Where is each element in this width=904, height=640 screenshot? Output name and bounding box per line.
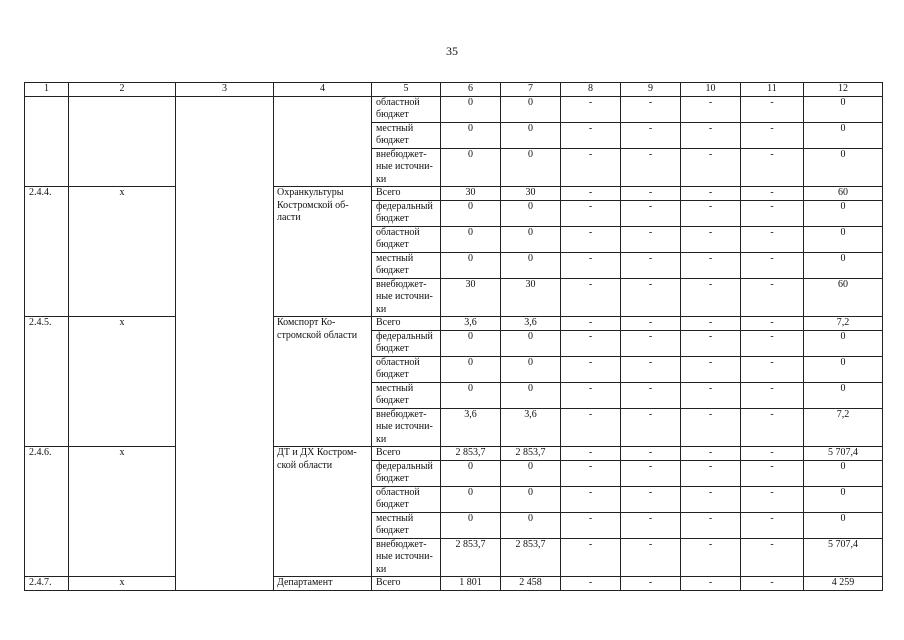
value-cell: 2 853,7: [441, 538, 501, 577]
value-cell: 4 259: [804, 577, 883, 591]
value-cell: -: [561, 317, 621, 331]
value-cell: -: [681, 447, 741, 461]
value-cell: -: [741, 317, 804, 331]
column-header-cell: 8: [561, 83, 621, 97]
value-cell: -: [561, 252, 621, 278]
value-cell: 0: [501, 330, 561, 356]
value-cell: 0: [441, 226, 501, 252]
value-cell: -: [681, 278, 741, 317]
value-cell: 1 801: [441, 577, 501, 591]
value-cell: 5 707,4: [804, 447, 883, 461]
funding-source-text: местный: [376, 512, 414, 524]
value-cell: 0: [441, 96, 501, 122]
value-cell: 0: [804, 330, 883, 356]
table-row: [25, 187, 883, 201]
value-cell: -: [561, 278, 621, 317]
value-cell: -: [621, 408, 681, 447]
value-cell: -: [561, 460, 621, 486]
column-3-cell: [176, 96, 274, 590]
executor-text: ДТ и ДХ Костром-: [277, 447, 357, 458]
funding-source-text: бюджет: [376, 343, 409, 354]
executor-cell: [274, 577, 372, 591]
value-cell: 0: [441, 252, 501, 278]
value-cell: -: [621, 512, 681, 538]
funding-source-text: областной: [376, 356, 420, 368]
value-cell: -: [561, 486, 621, 512]
value-cell: -: [561, 200, 621, 226]
value-cell: 0: [441, 382, 501, 408]
value-cell: -: [741, 447, 804, 461]
column-header-cell: 5: [372, 83, 441, 97]
value-cell: 3,6: [501, 408, 561, 447]
value-cell: 0: [441, 460, 501, 486]
value-cell: 0: [441, 148, 501, 187]
value-cell: -: [741, 382, 804, 408]
value-cell: 2 853,7: [501, 538, 561, 577]
funding-source-text: бюджет: [376, 109, 409, 120]
funding-source-cell: [372, 278, 441, 317]
funding-source-text: местный: [376, 382, 414, 394]
column-header-row: [25, 83, 883, 97]
funding-source-text: внебюджет-: [376, 278, 427, 290]
value-cell: 0: [804, 252, 883, 278]
value-cell: 0: [501, 356, 561, 382]
funding-source-cell: [372, 330, 441, 356]
page-number: 35: [446, 44, 458, 58]
value-cell: 0: [804, 226, 883, 252]
value-cell: -: [621, 187, 681, 201]
funding-source-text: Всего: [376, 577, 401, 588]
value-cell: -: [621, 278, 681, 317]
funding-source-cell: [372, 187, 441, 201]
value-cell: -: [561, 187, 621, 201]
value-cell: -: [741, 460, 804, 486]
value-cell: 0: [501, 96, 561, 122]
executor-text: ской области: [277, 459, 333, 471]
value-cell: 0: [501, 460, 561, 486]
value-cell: -: [621, 96, 681, 122]
value-cell: -: [561, 447, 621, 461]
funding-source-text: федеральный: [376, 330, 433, 342]
value-cell: -: [741, 512, 804, 538]
column-header-cell: 3: [176, 83, 274, 97]
value-cell: 3,6: [441, 317, 501, 331]
value-cell: -: [741, 577, 804, 591]
value-cell: -: [561, 148, 621, 187]
value-cell: 3,6: [441, 408, 501, 447]
funding-source-text: Всего: [376, 187, 401, 198]
table-row: [25, 317, 883, 331]
item-mark-cell: х: [69, 577, 176, 591]
executor-cell: [274, 447, 372, 577]
value-cell: -: [681, 226, 741, 252]
column-header-cell: 11: [741, 83, 804, 97]
executor-text: Департамент: [277, 577, 333, 588]
item-mark-cell: х: [69, 317, 176, 447]
funding-source-cell: [372, 96, 441, 122]
value-cell: -: [621, 577, 681, 591]
item-code-cell: 2.4.7.: [25, 577, 69, 591]
value-cell: -: [621, 200, 681, 226]
value-cell: 0: [501, 148, 561, 187]
value-cell: 0: [804, 122, 883, 148]
table-row: [25, 577, 883, 591]
value-cell: -: [561, 577, 621, 591]
value-cell: 0: [441, 486, 501, 512]
value-cell: 0: [501, 486, 561, 512]
value-cell: -: [681, 408, 741, 447]
value-cell: -: [681, 252, 741, 278]
value-cell: -: [561, 356, 621, 382]
value-cell: 0: [804, 460, 883, 486]
value-cell: -: [561, 538, 621, 577]
value-cell: 0: [501, 122, 561, 148]
value-cell: -: [621, 447, 681, 461]
executor-cell: [274, 317, 372, 447]
funding-source-text: федеральный: [376, 200, 433, 212]
funding-source-cell: [372, 122, 441, 148]
executor-cell: [274, 187, 372, 317]
value-cell: 0: [501, 252, 561, 278]
value-cell: -: [681, 330, 741, 356]
funding-source-text: внебюджет-: [376, 148, 427, 160]
funding-source-cell: [372, 486, 441, 512]
funding-source-cell: [372, 447, 441, 461]
value-cell: 5 707,4: [804, 538, 883, 577]
funding-source-cell: [372, 577, 441, 591]
item-code-cell: [25, 96, 69, 187]
funding-source-cell: [372, 512, 441, 538]
funding-source-text: ные источни-: [376, 291, 433, 302]
funding-source-text: ные источни-: [376, 421, 433, 432]
funding-source-text: областной: [376, 486, 420, 498]
value-cell: -: [621, 356, 681, 382]
value-cell: 0: [501, 512, 561, 538]
value-cell: -: [621, 330, 681, 356]
funding-source-text: ки: [376, 303, 387, 315]
funding-source-text: внебюджет-: [376, 408, 427, 420]
value-cell: -: [621, 538, 681, 577]
funding-source-text: ки: [376, 563, 387, 575]
value-cell: -: [741, 408, 804, 447]
column-header-cell: 6: [441, 83, 501, 97]
value-cell: -: [621, 460, 681, 486]
value-cell: -: [621, 317, 681, 331]
value-cell: -: [681, 460, 741, 486]
value-cell: 30: [501, 278, 561, 317]
funding-source-text: областной: [376, 96, 420, 108]
value-cell: -: [681, 382, 741, 408]
funding-source-cell: [372, 460, 441, 486]
executor-text: стромской области: [277, 329, 358, 341]
executor-text: Костромской об-: [277, 199, 349, 211]
value-cell: -: [561, 512, 621, 538]
value-cell: 0: [501, 226, 561, 252]
value-cell: -: [681, 512, 741, 538]
value-cell: -: [681, 148, 741, 187]
funding-source-text: Всего: [376, 447, 401, 458]
executor-text: Охранкультуры: [277, 187, 344, 198]
value-cell: 0: [501, 382, 561, 408]
value-cell: 0: [804, 382, 883, 408]
value-cell: -: [741, 330, 804, 356]
value-cell: -: [561, 330, 621, 356]
funding-source-text: ки: [376, 173, 387, 185]
value-cell: -: [561, 96, 621, 122]
value-cell: 0: [804, 486, 883, 512]
value-cell: -: [681, 486, 741, 512]
value-cell: -: [681, 200, 741, 226]
value-cell: 0: [804, 200, 883, 226]
funding-source-text: бюджет: [376, 265, 409, 276]
value-cell: -: [741, 252, 804, 278]
item-mark-cell: [69, 96, 176, 187]
column-header-cell: 1: [25, 83, 69, 97]
budget-table: [24, 82, 883, 591]
table-row: [25, 447, 883, 461]
value-cell: 30: [501, 187, 561, 201]
funding-source-text: местный: [376, 252, 414, 264]
funding-source-text: федеральный: [376, 460, 433, 472]
value-cell: -: [681, 187, 741, 201]
value-cell: 0: [804, 512, 883, 538]
value-cell: 0: [804, 148, 883, 187]
value-cell: 0: [441, 512, 501, 538]
executor-text: ласти: [277, 212, 301, 223]
value-cell: 30: [441, 187, 501, 201]
column-header-cell: 4: [274, 83, 372, 97]
funding-source-cell: [372, 148, 441, 187]
value-cell: -: [741, 226, 804, 252]
column-header-cell: 12: [804, 83, 883, 97]
funding-source-text: областной: [376, 226, 420, 238]
value-cell: -: [681, 538, 741, 577]
funding-source-text: бюджет: [376, 213, 409, 224]
value-cell: -: [561, 226, 621, 252]
value-cell: -: [741, 486, 804, 512]
value-cell: 7,2: [804, 408, 883, 447]
value-cell: -: [681, 317, 741, 331]
value-cell: 0: [441, 200, 501, 226]
value-cell: -: [741, 187, 804, 201]
value-cell: -: [741, 278, 804, 317]
value-cell: 2 853,7: [501, 447, 561, 461]
column-header-cell: 9: [621, 83, 681, 97]
value-cell: -: [621, 122, 681, 148]
value-cell: 3,6: [501, 317, 561, 331]
table-row: [25, 96, 883, 122]
funding-source-cell: [372, 252, 441, 278]
value-cell: -: [621, 252, 681, 278]
funding-source-cell: [372, 538, 441, 577]
item-code-cell: 2.4.5.: [25, 317, 69, 447]
value-cell: -: [741, 148, 804, 187]
funding-source-cell: [372, 226, 441, 252]
value-cell: 0: [441, 356, 501, 382]
item-code-cell: 2.4.4.: [25, 187, 69, 317]
funding-source-text: бюджет: [376, 369, 409, 380]
funding-source-cell: [372, 200, 441, 226]
value-cell: -: [621, 382, 681, 408]
funding-source-text: ки: [376, 433, 387, 445]
value-cell: 30: [441, 278, 501, 317]
value-cell: -: [681, 356, 741, 382]
funding-source-cell: [372, 317, 441, 331]
item-mark-cell: х: [69, 187, 176, 317]
funding-source-text: бюджет: [376, 239, 409, 250]
value-cell: 0: [441, 122, 501, 148]
funding-source-text: ные источни-: [376, 551, 433, 562]
value-cell: 2 458: [501, 577, 561, 591]
funding-source-cell: [372, 356, 441, 382]
value-cell: -: [741, 122, 804, 148]
value-cell: 0: [441, 330, 501, 356]
value-cell: 60: [804, 278, 883, 317]
value-cell: 7,2: [804, 317, 883, 331]
funding-source-text: бюджет: [376, 499, 409, 510]
value-cell: 60: [804, 187, 883, 201]
column-header-cell: 10: [681, 83, 741, 97]
executor-cell: [274, 96, 372, 187]
executor-text: Комспорт Ко-: [277, 317, 336, 328]
value-cell: -: [741, 356, 804, 382]
item-code-cell: 2.4.6.: [25, 447, 69, 577]
funding-source-text: ные источни-: [376, 161, 433, 172]
funding-source-text: бюджет: [376, 395, 409, 406]
column-header-cell: 7: [501, 83, 561, 97]
funding-source-text: бюджет: [376, 473, 409, 484]
value-cell: -: [741, 538, 804, 577]
value-cell: -: [621, 486, 681, 512]
funding-source-text: местный: [376, 122, 414, 134]
funding-source-text: внебюджет-: [376, 538, 427, 550]
value-cell: -: [561, 122, 621, 148]
funding-source-text: бюджет: [376, 525, 409, 536]
value-cell: -: [741, 96, 804, 122]
value-cell: -: [561, 382, 621, 408]
value-cell: 0: [804, 96, 883, 122]
funding-source-text: Всего: [376, 317, 401, 328]
value-cell: -: [681, 122, 741, 148]
value-cell: 0: [804, 356, 883, 382]
funding-source-cell: [372, 408, 441, 447]
value-cell: 0: [501, 200, 561, 226]
value-cell: -: [621, 226, 681, 252]
value-cell: -: [681, 96, 741, 122]
value-cell: -: [561, 408, 621, 447]
value-cell: -: [681, 577, 741, 591]
funding-source-cell: [372, 382, 441, 408]
column-header-cell: 2: [69, 83, 176, 97]
item-mark-cell: х: [69, 447, 176, 577]
funding-source-text: бюджет: [376, 135, 409, 146]
value-cell: -: [621, 148, 681, 187]
value-cell: -: [741, 200, 804, 226]
value-cell: 2 853,7: [441, 447, 501, 461]
